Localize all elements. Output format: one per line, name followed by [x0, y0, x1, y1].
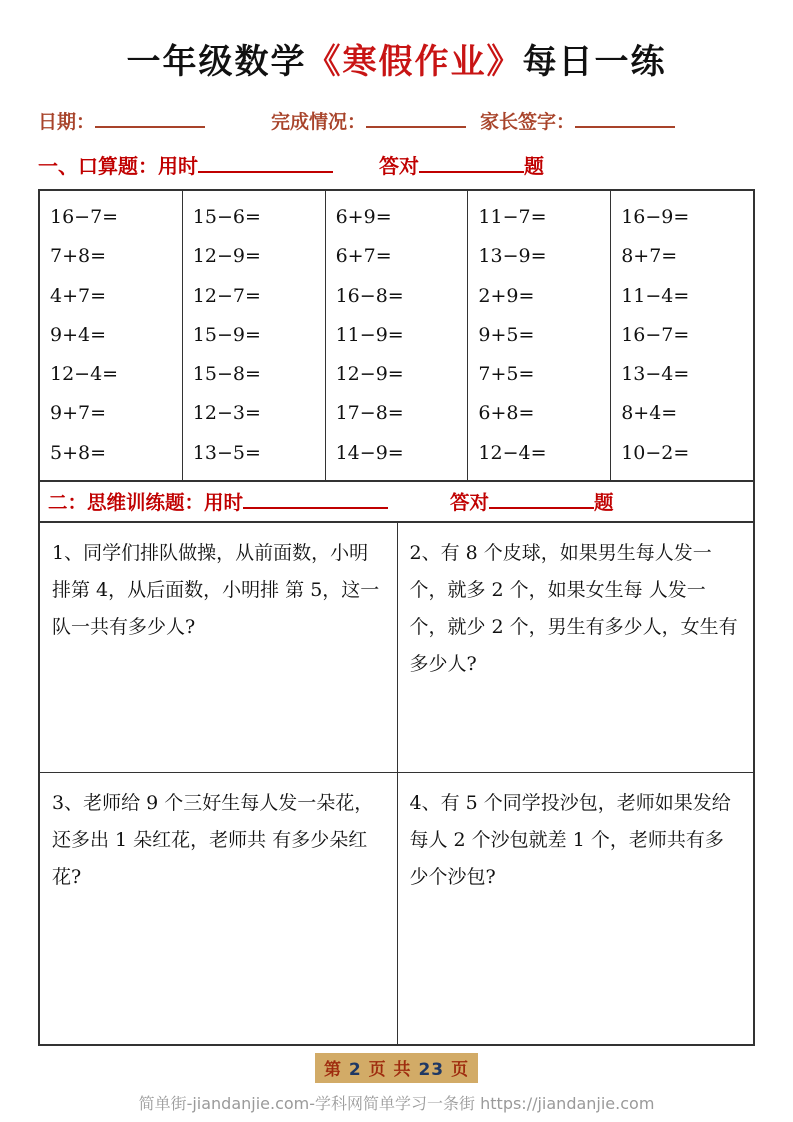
word-problems-grid — [40, 523, 753, 1044]
math-problem: 12−7= — [192, 284, 261, 307]
word-problem-4: 4、有 5 个同学投沙包，老师如果发给每人 2 个沙包就差 1 个，老师共有多少个沙包? — [397, 772, 754, 1044]
section2-heading-suffix: 题 — [594, 491, 614, 515]
math-problem: 17−8= — [335, 402, 404, 425]
math-problem: 9+5= — [478, 323, 535, 346]
worksheet-table — [38, 189, 755, 1046]
math-problem: 16−8= — [335, 284, 404, 307]
math-problem: 8+7= — [621, 245, 678, 268]
section2-heading-prefix: 二：思维训练题：用时 — [48, 491, 244, 515]
section2-correct-blank — [489, 491, 594, 510]
math-problem: 4+7= — [50, 284, 107, 307]
completion-field — [271, 107, 466, 134]
math-problem: 11−4= — [621, 284, 690, 307]
math-problem: 12−9= — [192, 245, 261, 268]
math-problem: 15−8= — [192, 363, 261, 386]
site-credit-line: 简单街-jiandanjie.com-学科网简单学习一条街 https://jiandanjie.com — [138, 1094, 655, 1114]
section1-time-blank — [198, 154, 333, 173]
math-problem: 12−3= — [192, 402, 261, 425]
math-problem: 5+8= — [50, 441, 107, 464]
math-problem: 6+7= — [335, 245, 392, 268]
word-problem-2: 2、有 8 个皮球，如果男生每人发一个，就多 2 个，如果女生每 人发一个，就少 2 个，男生有多少人，女生有多少人? — [397, 523, 754, 772]
math-problem: 7+8= — [50, 245, 107, 268]
math-problem: 13−5= — [192, 441, 261, 464]
signature-blank-line — [575, 110, 675, 128]
math-problem: 12−4= — [50, 363, 119, 386]
completion-blank-line — [366, 110, 466, 128]
info-row — [38, 107, 755, 134]
oral-math-grid — [40, 191, 753, 482]
math-problem: 15−9= — [192, 323, 261, 346]
math-problem: 9+7= — [50, 402, 107, 425]
page-total-number: 23 — [418, 1060, 445, 1081]
title-part2: 《寒假作业》 — [306, 42, 523, 82]
signature-label: 家长签字： — [480, 111, 576, 133]
math-problem: 14−9= — [335, 441, 404, 464]
math-problem: 16−7= — [50, 206, 119, 228]
math-problem: 6+9= — [335, 206, 392, 228]
section1-heading-middle: 答对 — [379, 154, 419, 178]
section1-heading-suffix: 题 — [524, 154, 544, 178]
section1-correct-blank — [419, 154, 524, 173]
math-problem: 12−4= — [478, 441, 547, 464]
math-problem: 13−9= — [478, 245, 547, 268]
page-footer — [38, 1053, 755, 1114]
math-problem: 13−4= — [621, 363, 690, 386]
math-problem: 11−7= — [478, 206, 547, 228]
page-prefix: 第 — [323, 1060, 342, 1081]
page-suffix: 页 — [451, 1060, 470, 1081]
page-current-number: 2 — [348, 1060, 362, 1081]
section2-time-blank — [243, 491, 388, 510]
oral-math-column-5 — [610, 191, 753, 480]
section2-heading — [40, 482, 753, 523]
page-title — [38, 34, 755, 83]
word-problem-1: 1、同学们排队做操，从前面数，小明排第 4，从后面数，小明排 第 5，这一队一共有多少人? — [52, 542, 380, 639]
section1-heading — [38, 150, 755, 179]
page-middle: 页 共 — [368, 1060, 412, 1081]
section2-heading-middle: 答对 — [450, 491, 490, 515]
oral-math-column-2 — [182, 191, 325, 480]
math-problem: 16−7= — [621, 323, 690, 346]
math-problem: 2+9= — [478, 284, 535, 307]
math-problem: 9+4= — [50, 323, 107, 346]
math-problem: 8+4= — [621, 402, 678, 425]
math-problem: 15−6= — [192, 206, 261, 228]
oral-math-column-1 — [40, 191, 182, 480]
title-part3: 每日一练 — [522, 42, 667, 82]
title-part1: 一年级数学 — [126, 42, 307, 82]
completion-label: 完成情况： — [271, 111, 367, 133]
page-number-badge — [315, 1053, 478, 1083]
oral-math-column-4 — [467, 191, 610, 480]
math-problem: 11−9= — [335, 323, 404, 346]
math-problem: 7+5= — [478, 363, 535, 386]
word-problem-3: 3、老师给 9 个三好生每人发一朵花，还多出 1 朵红花，老师共 有多少朵红花? — [40, 772, 397, 1044]
date-label: 日期： — [38, 111, 96, 133]
oral-math-column-3 — [325, 191, 468, 480]
date-blank-line — [95, 110, 205, 128]
section1-heading-prefix: 一、口算题：用时 — [38, 154, 198, 178]
date-field — [38, 107, 205, 134]
math-problem: 10−2= — [621, 441, 690, 464]
math-problem: 16−9= — [621, 206, 690, 228]
signature-field — [480, 107, 675, 134]
math-problem: 12−9= — [335, 363, 404, 386]
math-problem: 6+8= — [478, 402, 535, 425]
